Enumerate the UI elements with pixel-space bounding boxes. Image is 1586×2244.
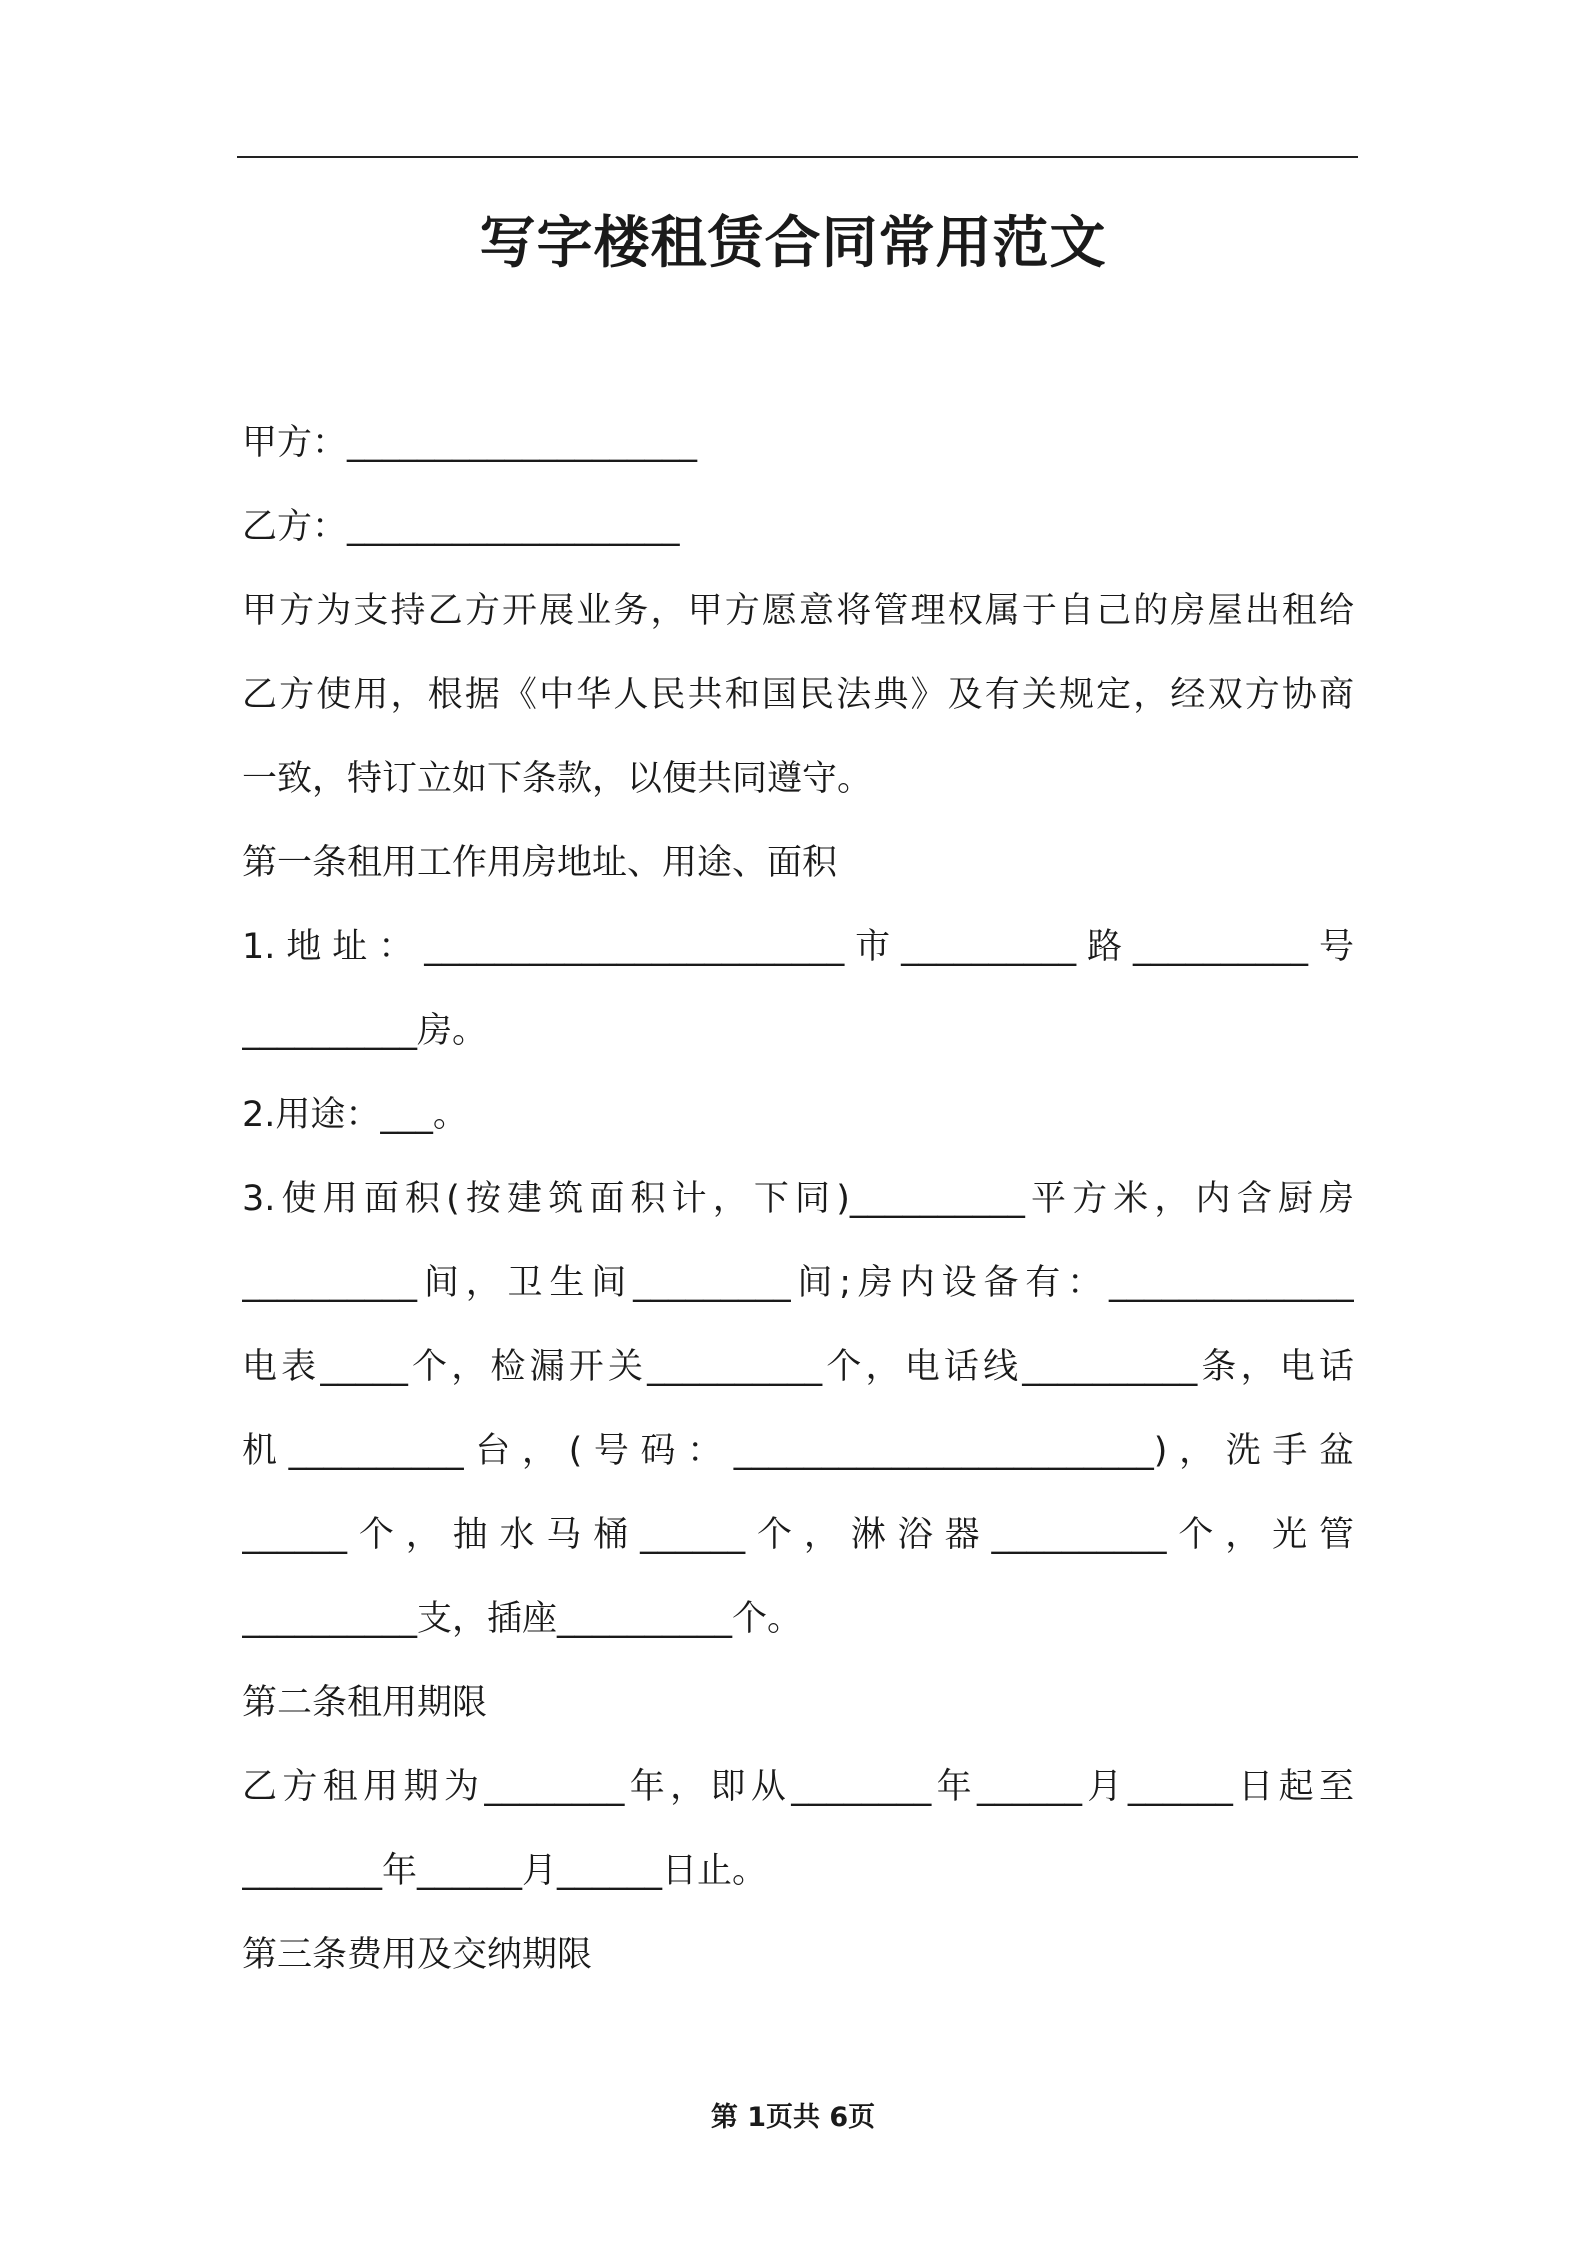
text-line: __________房。	[242, 1011, 488, 1051]
text-line: ________年______月______日止。	[242, 1851, 768, 1891]
text-line: 甲方：____________________	[242, 423, 698, 463]
text-line: 第三条费用及交纳期限	[242, 1935, 593, 1975]
text-line: 第一条租用工作用房地址、用途、面积	[242, 843, 838, 883]
text-line: 一致，特订立如下条款，以便共同遵守。	[242, 759, 873, 799]
document-title: 写字楼租赁合同常用范文	[479, 211, 1107, 276]
text-line: 3.使用面积(按建筑面积计，下同)__________平方米，内含厨房	[242, 1179, 1354, 1219]
text-line: 乙方使用，根据《中华人民共和国民法典》及有关规定，经双方协商	[242, 675, 1354, 715]
text-line: 2.用途：___。	[242, 1095, 468, 1135]
text-line: 1.地址：________________________市__________路__________号	[242, 927, 1354, 967]
text-line: 乙方：___________________	[242, 507, 680, 547]
text-line: 电表_____个，检漏开关__________个，电话线__________条，电话	[242, 1347, 1354, 1387]
text-line: __________间，卫生间_________间;房内设备有：______________	[242, 1263, 1354, 1303]
page-number: 第 1页共 6页	[710, 2102, 876, 2133]
contract-body	[242, 401, 1354, 1997]
text-line: __________支，插座__________个。	[242, 1599, 803, 1639]
text-line: ______个，抽水马桶______个，淋浴器__________个，光管	[242, 1515, 1354, 1555]
text-line: 甲方为支持乙方开展业务，甲方愿意将管理权属于自己的房屋出租给	[242, 591, 1354, 631]
text-line: 机__________台，(号码：________________________)，洗手盆	[242, 1431, 1354, 1471]
header-rule	[237, 156, 1358, 158]
text-line: 第二条租用期限	[242, 1683, 488, 1723]
text-line: 乙方租用期为________年，即从________年______月______日起至	[242, 1767, 1354, 1807]
